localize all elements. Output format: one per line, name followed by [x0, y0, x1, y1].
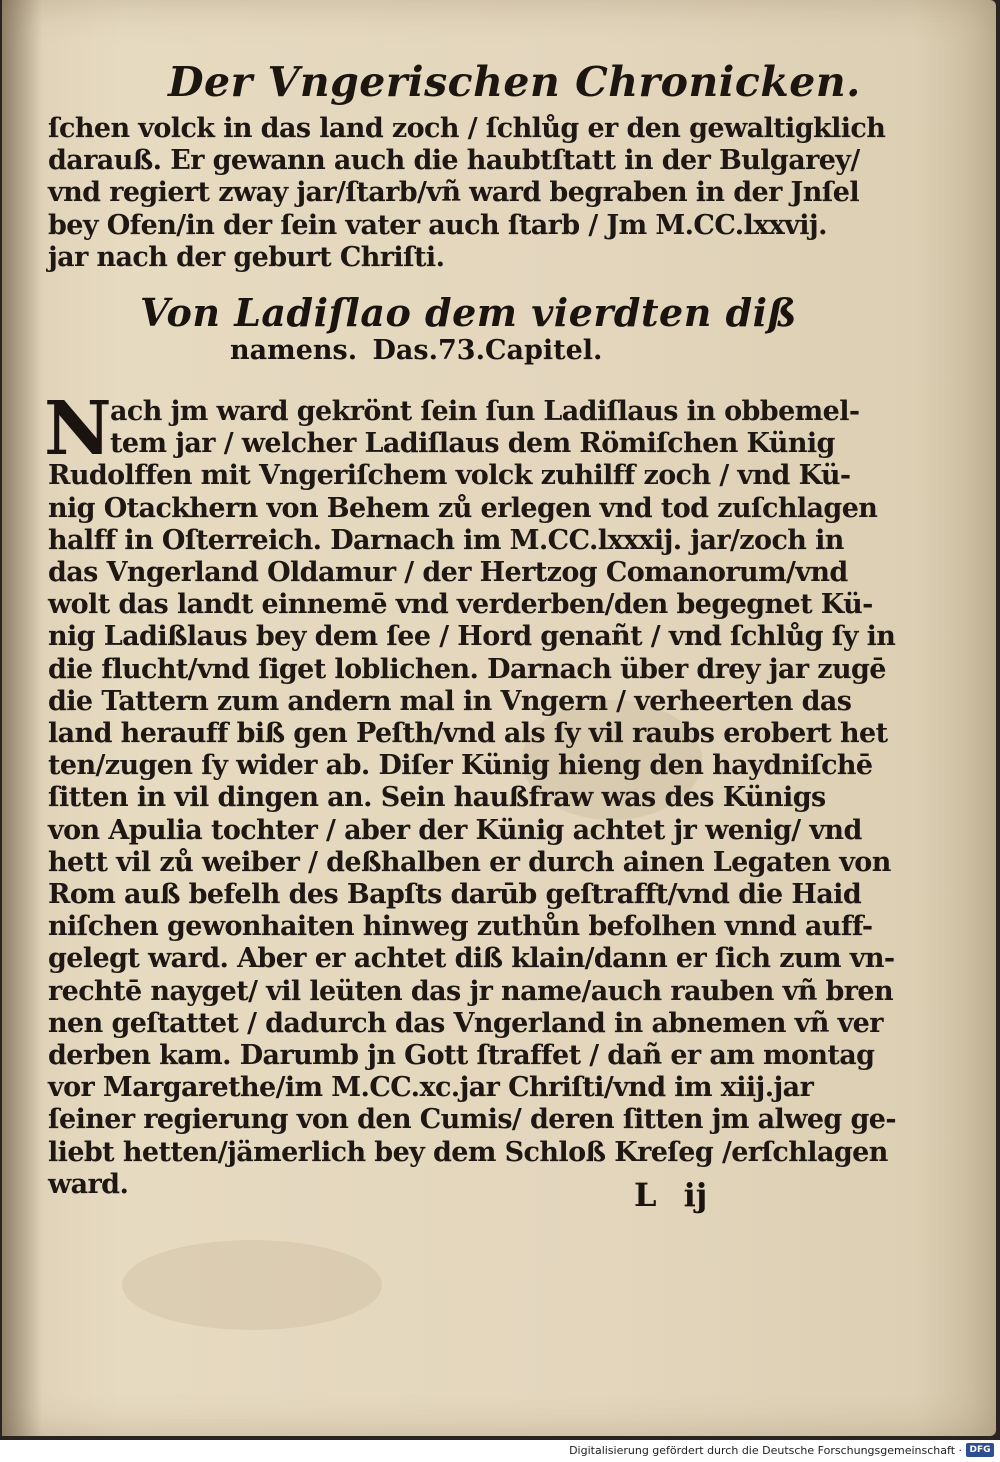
- text-line: liebt hetten/jämerlich bey dem Schloß Kreſeg /erſchlagen: [48, 1136, 888, 1168]
- paper-stain: [122, 1240, 382, 1330]
- chapter-heading: [140, 290, 797, 366]
- text-line: Rudolffen mit Vngeriſchem volck zuhilff zoch / vnd Kü-: [48, 460, 851, 492]
- text-line: hett vil zů weiber / deßhalben er durch ainen Legaten von: [48, 846, 891, 878]
- text-line: Rom auß befelh des Bapſts darūb geſtrafft/vnd die Haid: [48, 879, 862, 911]
- page-gutter-shadow: [2, 0, 42, 1436]
- text-line: land herauff biß gen Peſth/vnd als ſy vil raubs erobert het: [48, 718, 888, 750]
- text-line: ach jm ward gekrönt ſein ſun Ladiſlaus in obbemel-: [110, 396, 860, 427]
- text-line: von Apulia tochter / aber der Künig achtet jr wenig/ vnd: [48, 814, 862, 846]
- chapter-body: [48, 396, 896, 1201]
- funding-notice: Digitalisierung gefördert durch die Deutsche Forschungsgemeinschaft ·: [569, 1444, 962, 1457]
- drop-capital: N: [44, 386, 112, 472]
- text-line: vnd regiert zway jar/ſtarb/vñ ward begraben in der Jnſel: [48, 177, 859, 209]
- intro-paragraph: [48, 113, 886, 274]
- text-line: die flucht/vnd ſiget loblichen. Darnach über drey jar zugē: [48, 653, 886, 685]
- chapter-title: Von Ladiſlao dem vierdten diß: [140, 290, 797, 335]
- text-line: die Tattern zum andern mal in Vngern / verheerten das: [48, 685, 852, 717]
- text-line: nig Ladißlaus bey dem ſee / Hord genañt / vnd ſchlůg ſy in: [48, 621, 896, 653]
- text-line: halff in Oſterreich. Darnach im M.CC.lxxxij. jar/zoch in: [48, 524, 844, 556]
- text-line: wolt das landt einnemē vnd verderben/den begegnet Kü-: [48, 589, 873, 621]
- dfg-logo-icon: DFG: [966, 1443, 994, 1457]
- text-line: gelegt ward. Aber er achtet diß klain/dann er ſich zum vn-: [48, 943, 895, 975]
- text-line: jar nach der geburt Chriſti.: [48, 241, 445, 273]
- text-line: vor Margarethe/im M.CC.xc.jar Chriſti/vnd im xiij.jar: [48, 1072, 814, 1104]
- text-line: derben kam. Darumb jn Gott ſtraffet / dañ er am montag: [48, 1040, 875, 1072]
- text-line: rechtē nayget/ vil leüten das jr name/auch rauben vñ bren: [48, 975, 894, 1007]
- text-line: nig Otackhern von Behem zů erlegen vnd tod zuſchlagen: [48, 492, 878, 524]
- text-line: ten/zugen ſy wider ab. Diſer Künig hieng den haydniſchē: [48, 750, 873, 782]
- text-line: niſchen gewonhaiten hinweg zuthůn befolhen vnnd auff-: [48, 911, 873, 943]
- text-line: bey Ofen/in der ſein vater auch ſtarb / Jm M.CC.lxxvij.: [48, 209, 827, 241]
- text-line: ſeiner regierung von den Cumis/ deren ſitten jm alweg ge-: [48, 1104, 896, 1136]
- chapter-subtitle: namens. Das.73.Capitel.: [230, 335, 603, 366]
- text-line: tem jar / welcher Ladiſlaus dem Römiſchen Künig: [110, 428, 835, 460]
- text-line: nen geſtattet / dadurch das Vngerland in abnemen vñ ver: [48, 1007, 883, 1039]
- text-line: darauß. Er gewann auch die haubtſtatt in der Bulgarey/: [48, 145, 860, 177]
- text-line: ſchen volck in das land zoch / ſchlůg er den gewaltigklich: [48, 113, 886, 144]
- text-line: ward.: [48, 1168, 129, 1200]
- text-line: das Vngerland Oldamur / der Hertzog Comanorum/vnd: [48, 557, 848, 589]
- text-line: ſitten in vil dingen an. Sein haußfraw was des Künigs: [48, 782, 826, 814]
- signature-mark: L ij: [634, 1176, 708, 1214]
- running-head: Der Vngerischen Chronicken.: [168, 58, 861, 106]
- footer-bar: [0, 1440, 1000, 1462]
